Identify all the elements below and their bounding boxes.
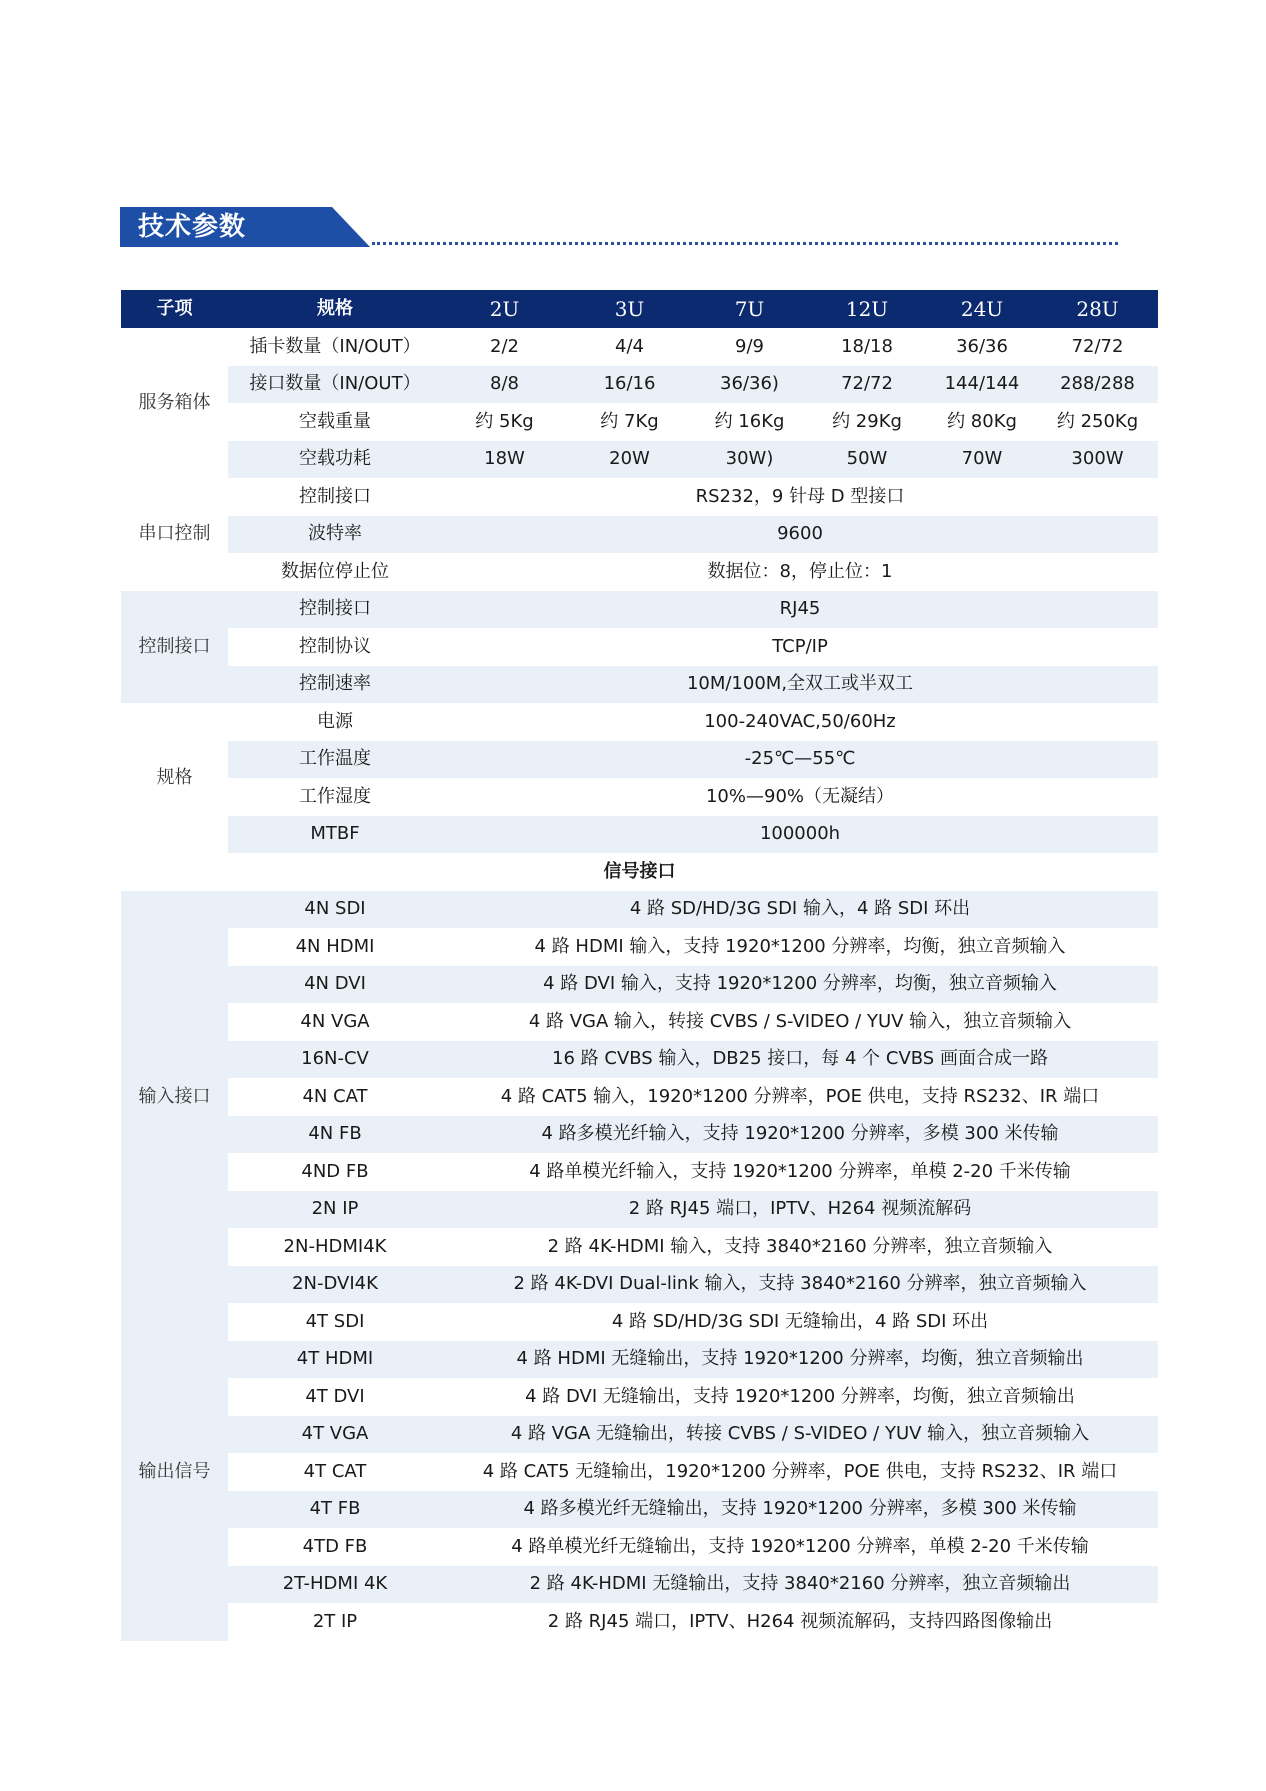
cell-value: 约 16Kg (692, 403, 807, 441)
row-label: 4T DVI (228, 1378, 442, 1416)
row-label: 工作温度 (228, 741, 442, 779)
table-row (121, 1603, 1158, 1641)
cell-value: 72/72 (807, 366, 927, 404)
cell-value: 4 路 SD/HD/3G SDI 无缝输出，4 路 SDI 环出 (442, 1303, 1158, 1341)
row-label: 控制接口 (228, 478, 442, 516)
cell-value: 72/72 (1037, 328, 1158, 366)
header-row (121, 290, 1158, 328)
row-label: 4N VGA (228, 1003, 442, 1041)
table-row (121, 1191, 1158, 1229)
cell-value: RJ45 (442, 591, 1158, 629)
row-label: 4TD FB (228, 1528, 442, 1566)
row-label: 2N-HDMI4K (228, 1228, 442, 1266)
cell-value: 2 路 4K-DVI Dual-link 输入，支持 3840*2160 分辨率，独立音频输入 (442, 1266, 1158, 1304)
cell-value: 9/9 (692, 328, 807, 366)
table-row (121, 1078, 1158, 1116)
table-row (121, 891, 1158, 929)
cell-value: 8/8 (442, 366, 567, 404)
cell-value: 约 5Kg (442, 403, 567, 441)
table-row (121, 741, 1158, 779)
cell-value: 4 路 SD/HD/3G SDI 输入，4 路 SDI 环出 (442, 891, 1158, 929)
cell-value: 10%—90%（无凝结） (442, 778, 1158, 816)
cell-value: 18W (442, 441, 567, 479)
section-title-banner (120, 207, 370, 247)
row-label: 2N IP (228, 1191, 442, 1229)
table-row (121, 966, 1158, 1004)
row-label: 4N SDI (228, 891, 442, 929)
group-spec: 规格 (121, 703, 228, 853)
table-row (121, 403, 1158, 441)
group-input: 输入接口 (121, 891, 228, 1304)
cell-value: 4 路 HDMI 无缝输出，支持 1920*1200 分辨率，均衡，独立音频输出 (442, 1341, 1158, 1379)
spec-table (121, 290, 1158, 1641)
row-label: 空载重量 (228, 403, 442, 441)
table-row (121, 553, 1158, 591)
cell-value: TCP/IP (442, 628, 1158, 666)
row-label: 电源 (228, 703, 442, 741)
header-model-12u: 12U (807, 290, 927, 328)
header-model-24u: 24U (927, 290, 1037, 328)
table-row (121, 628, 1158, 666)
table-row (121, 441, 1158, 479)
header-model-2u: 2U (442, 290, 567, 328)
table-row (121, 1341, 1158, 1379)
table-row (121, 478, 1158, 516)
row-label: 空载功耗 (228, 441, 442, 479)
row-label: 4T VGA (228, 1416, 442, 1454)
row-label: 插卡数量（IN/OUT） (228, 328, 442, 366)
cell-value: 16 路 CVBS 输入，DB25 接口，每 4 个 CVBS 画面合成一路 (442, 1041, 1158, 1079)
table-row (121, 516, 1158, 554)
cell-value: 100000h (442, 816, 1158, 854)
cell-value: 4 路单模光纤输入，支持 1920*1200 分辨率，单模 2-20 千米传输 (442, 1153, 1158, 1191)
cell-value: 2/2 (442, 328, 567, 366)
row-label: 4N DVI (228, 966, 442, 1004)
cell-value: 20W (567, 441, 692, 479)
row-label: 2N-DVI4K (228, 1266, 442, 1304)
row-label: 工作湿度 (228, 778, 442, 816)
group-output: 输出信号 (121, 1303, 228, 1641)
cell-value: 288/288 (1037, 366, 1158, 404)
row-label: 4ND FB (228, 1153, 442, 1191)
cell-value: 2 路 RJ45 端口，IPTV、H264 视频流解码 (442, 1191, 1158, 1229)
table-row (121, 666, 1158, 704)
cell-value: -25℃—55℃ (442, 741, 1158, 779)
cell-value: 数据位：8，停止位：1 (442, 553, 1158, 591)
table-row (121, 1303, 1158, 1341)
header-spec: 规格 (228, 290, 442, 328)
table-row (121, 816, 1158, 854)
cell-value: 4 路多模光纤输入，支持 1920*1200 分辨率，多模 300 米传输 (442, 1116, 1158, 1154)
table-row (121, 703, 1158, 741)
row-label: 4T HDMI (228, 1341, 442, 1379)
table-row (121, 1528, 1158, 1566)
row-label: 接口数量（IN/OUT） (228, 366, 442, 404)
table-row (121, 1003, 1158, 1041)
table-row (121, 1491, 1158, 1529)
table-row (121, 1378, 1158, 1416)
table-row (121, 1116, 1158, 1154)
group-network: 控制接口 (121, 591, 228, 704)
row-label: 波特率 (228, 516, 442, 554)
cell-value: 4 路 VGA 输入，转接 CVBS / S-VIDEO / YUV 输入，独立音频输入 (442, 1003, 1158, 1041)
header-model-7u: 7U (692, 290, 807, 328)
cell-value: 36/36 (927, 328, 1037, 366)
cell-value: 100-240VAC,50/60Hz (442, 703, 1158, 741)
cell-value: 约 29Kg (807, 403, 927, 441)
table-row (121, 328, 1158, 366)
row-label: MTBF (228, 816, 442, 854)
table-row (121, 1453, 1158, 1491)
cell-value: 300W (1037, 441, 1158, 479)
row-label: 4N CAT (228, 1078, 442, 1116)
cell-value: 10M/100M,全双工或半双工 (442, 666, 1158, 704)
header-item: 子项 (121, 290, 228, 328)
title-dotted-rule (372, 242, 1118, 245)
cell-value: 4 路 CAT5 输入，1920*1200 分辨率，POE 供电，支持 RS232、IR 端口 (442, 1078, 1158, 1116)
cell-value: 4 路多模光纤无缝输出，支持 1920*1200 分辨率，多模 300 米传输 (442, 1491, 1158, 1529)
row-label: 4N HDMI (228, 928, 442, 966)
table-row (121, 1566, 1158, 1604)
cell-value: 2 路 4K-HDMI 输入，支持 3840*2160 分辨率，独立音频输入 (442, 1228, 1158, 1266)
header-model-3u: 3U (567, 290, 692, 328)
table-body (121, 328, 1158, 1641)
table-header (121, 290, 1158, 328)
cell-value: 约 7Kg (567, 403, 692, 441)
cell-value: 4 路 VGA 无缝输出，转接 CVBS / S-VIDEO / YUV 输入，独立音频输入 (442, 1416, 1158, 1454)
cell-value: 4/4 (567, 328, 692, 366)
group-serial: 串口控制 (121, 478, 228, 591)
table-row (121, 1041, 1158, 1079)
signal-section-title: 信号接口 (121, 853, 1158, 891)
table-row (121, 1416, 1158, 1454)
table-row (121, 366, 1158, 404)
row-label: 4N FB (228, 1116, 442, 1154)
section-row (121, 853, 1158, 891)
cell-value: 约 250Kg (1037, 403, 1158, 441)
row-label: 控制速率 (228, 666, 442, 704)
cell-value: 9600 (442, 516, 1158, 554)
row-label: 16N-CV (228, 1041, 442, 1079)
table-row (121, 1153, 1158, 1191)
table-row (121, 928, 1158, 966)
cell-value: 4 路单模光纤无缝输出，支持 1920*1200 分辨率，单模 2-20 千米传输 (442, 1528, 1158, 1566)
cell-value: 144/144 (927, 366, 1037, 404)
header-model-28u: 28U (1037, 290, 1158, 328)
table-row (121, 591, 1158, 629)
row-label: 2T-HDMI 4K (228, 1566, 442, 1604)
cell-value: 4 路 DVI 无缝输出，支持 1920*1200 分辨率，均衡，独立音频输出 (442, 1378, 1158, 1416)
cell-value: RS232，9 针母 D 型接口 (442, 478, 1158, 516)
row-label: 4T CAT (228, 1453, 442, 1491)
cell-value: 2 路 4K-HDMI 无缝输出，支持 3840*2160 分辨率，独立音频输出 (442, 1566, 1158, 1604)
cell-value: 4 路 CAT5 无缝输出，1920*1200 分辨率，POE 供电，支持 RS232、IR 端口 (442, 1453, 1158, 1491)
cell-value: 16/16 (567, 366, 692, 404)
row-label: 控制协议 (228, 628, 442, 666)
row-label: 控制接口 (228, 591, 442, 629)
cell-value: 约 80Kg (927, 403, 1037, 441)
cell-value: 36/36) (692, 366, 807, 404)
cell-value: 30W) (692, 441, 807, 479)
cell-value: 4 路 DVI 输入，支持 1920*1200 分辨率，均衡，独立音频输入 (442, 966, 1158, 1004)
row-label: 4T FB (228, 1491, 442, 1529)
cell-value: 50W (807, 441, 927, 479)
cell-value: 18/18 (807, 328, 927, 366)
cell-value: 70W (927, 441, 1037, 479)
table-row (121, 778, 1158, 816)
group-chassis: 服务箱体 (121, 328, 228, 478)
table-row (121, 1266, 1158, 1304)
page-title: 技术参数 (138, 212, 247, 242)
cell-value: 2 路 RJ45 端口，IPTV、H264 视频流解码，支持四路图像输出 (442, 1603, 1158, 1641)
cell-value: 4 路 HDMI 输入，支持 1920*1200 分辨率，均衡，独立音频输入 (442, 928, 1158, 966)
table-row (121, 1228, 1158, 1266)
row-label: 2T IP (228, 1603, 442, 1641)
row-label: 数据位停止位 (228, 553, 442, 591)
row-label: 4T SDI (228, 1303, 442, 1341)
